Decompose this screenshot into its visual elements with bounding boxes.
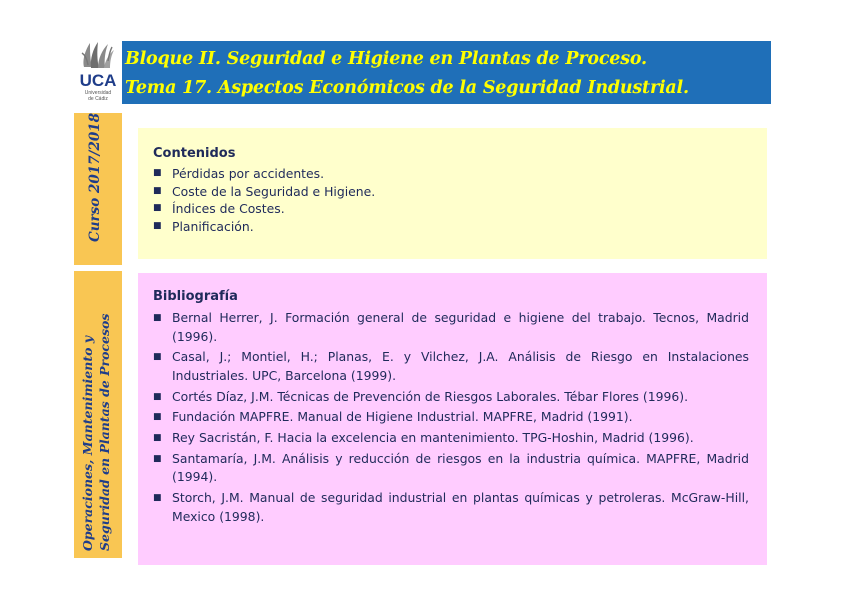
subject-label-line2: Seguridad en Plantas de Procesos <box>97 313 112 551</box>
bullet-icon: ■ <box>153 203 162 213</box>
sidebar-divider <box>74 265 122 271</box>
list-item-text: Cortés Díaz, J.M. Técnicas de Prevención de Riesgos Laborales. Tébar Flores (1996). <box>172 388 689 404</box>
bullet-icon: ■ <box>153 220 162 231</box>
list-item <box>153 165 753 183</box>
logo-subtitle-line1: Universidad <box>84 90 112 96</box>
bullet-icon: ■ <box>153 313 162 323</box>
list-item <box>153 183 753 201</box>
bullet-icon: ■ <box>153 453 162 464</box>
bullet-icon: ■ <box>153 168 162 178</box>
uca-emblem-icon <box>80 41 116 71</box>
bullet-icon: ■ <box>153 185 162 196</box>
list-item-text: Fundación MAPFRE. Manual de Higiene Industrial. MAPFRE, Madrid (1991). <box>172 409 633 425</box>
list-item-text: Casal, J.; Montiel, H.; Planas, E. y Vilchez, J.A. Análisis de Riesgo en Instalaciones Industriales. UPC, Barcelona (1999). <box>172 349 749 383</box>
contents-box <box>138 128 767 259</box>
list-item <box>153 429 749 448</box>
list-item <box>153 450 749 487</box>
list-item <box>153 489 749 526</box>
contents-list <box>153 165 753 235</box>
list-item-text: Planificación. <box>172 218 254 234</box>
logo-wordmark: UCA <box>79 71 117 90</box>
bibliography-list <box>153 309 749 529</box>
list-item <box>153 218 753 236</box>
list-item-text: Santamaría, J.M. Análisis y reducción de riesgos en la industria química. MAPFRE, Madrid (1994). <box>172 450 749 485</box>
bibliography-box <box>138 273 767 565</box>
list-item <box>153 388 749 407</box>
logo-subtitle-line2: de Cádiz <box>88 96 108 102</box>
bullet-icon: ■ <box>153 412 162 423</box>
list-item-text: Storch, J.M. Manual de seguridad industrial en plantas químicas y petroleras. McGraw-Hill, Mexico (1998). <box>172 490 749 524</box>
university-logo <box>74 41 122 103</box>
subject-label-line1: Operaciones, Mantenimiento y <box>80 335 95 551</box>
list-item-text: Rey Sacristán, F. Hacia la excelencia en mantenimiento. TPG-Hoshin, Madrid (1996). <box>172 430 694 446</box>
list-item <box>153 309 749 346</box>
list-item-text: Pérdidas por accidentes. <box>172 166 325 181</box>
contents-title: Contenidos <box>153 146 236 161</box>
bibliography-title: Bibliografía <box>153 289 238 304</box>
list-item-text: Bernal Herrer, J. Formación general de seguridad e higiene del trabajo. Tecnos, Madrid (1996). <box>172 310 749 344</box>
course-label: Curso 2017/2018 <box>87 112 103 242</box>
list-item <box>153 348 749 385</box>
bullet-icon: ■ <box>153 391 162 402</box>
bullet-icon: ■ <box>153 493 162 504</box>
header-title-line1: Bloque II. Seguridad e Higiene en Plantas de Proceso. <box>125 49 647 69</box>
bullet-icon: ■ <box>153 352 162 363</box>
list-item <box>153 408 749 427</box>
header-banner <box>122 41 771 104</box>
bullet-icon: ■ <box>153 433 162 444</box>
list-item-text: Índices de Costes. <box>172 201 285 216</box>
header-title-line2: Tema 17. Aspectos Económicos de la Seguridad Industrial. <box>125 78 689 98</box>
list-item <box>153 200 753 218</box>
list-item-text: Coste de la Seguridad e Higiene. <box>172 183 376 199</box>
